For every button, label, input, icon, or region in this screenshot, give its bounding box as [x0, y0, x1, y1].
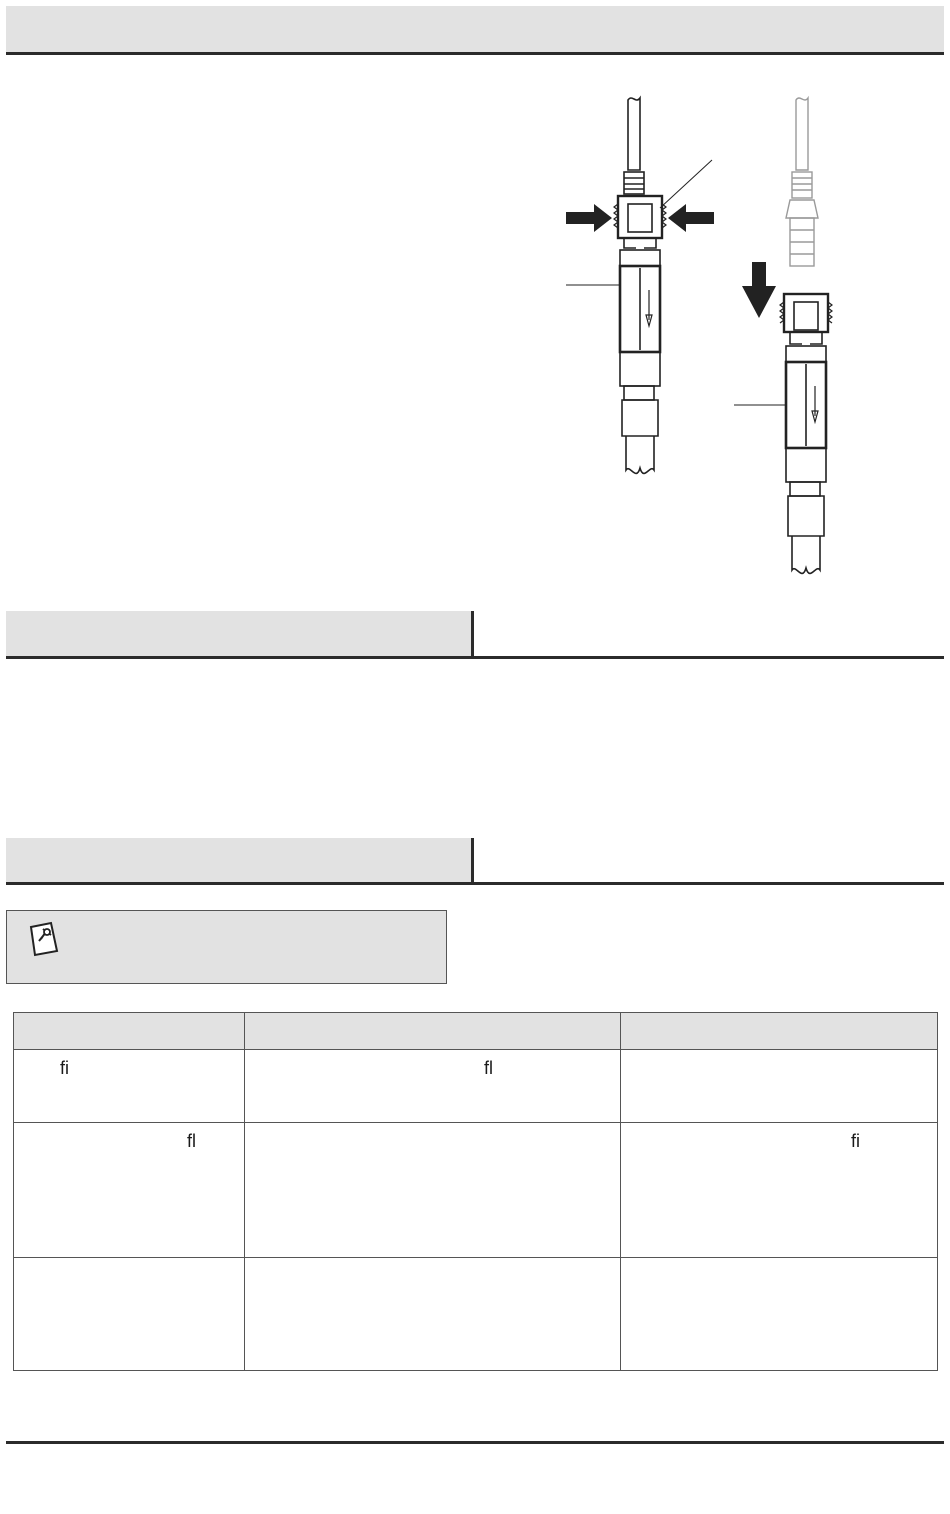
cause-text: fl: [484, 1058, 493, 1078]
section-rule-middle: [6, 656, 944, 659]
section-header-top: [6, 6, 944, 55]
problem-text: fi: [60, 1058, 69, 1078]
cause-cell: [245, 1258, 621, 1371]
left-lower-hose: [622, 400, 658, 436]
note-box: [6, 910, 447, 984]
cause-cell: [245, 1050, 621, 1123]
solution-text: fi: [851, 1131, 860, 1151]
section-rule-troubleshooting: [6, 882, 944, 885]
problem-cell: [14, 1123, 245, 1258]
column-header-solution: [621, 1013, 938, 1050]
section-header-troubleshooting: [6, 838, 474, 885]
table-row: [14, 1123, 938, 1258]
press-arrow-left: [566, 204, 612, 232]
left-ferrule: [624, 172, 644, 194]
right-lower-hose: [788, 496, 824, 536]
table-row: [14, 1258, 938, 1371]
column-header-problem: [14, 1013, 245, 1050]
press-arrow-right: [668, 204, 714, 232]
problem-cell: [14, 1050, 245, 1123]
troubleshooting-table: [13, 1012, 938, 1371]
section-header-middle: [6, 611, 474, 659]
table-row: [14, 1050, 938, 1123]
pull-down-arrow: [742, 262, 776, 318]
solution-cell: [621, 1050, 938, 1123]
hose-connector-illustration: [540, 90, 860, 590]
cause-cell: [245, 1123, 621, 1258]
solution-cell: [621, 1258, 938, 1371]
right-upper-hose-detached: [796, 98, 808, 170]
problem-text: fl: [187, 1131, 196, 1151]
table-header-row: [14, 1013, 938, 1050]
footer-rule: [6, 1441, 944, 1444]
right-release-collar: [784, 294, 828, 332]
left-upper-hose: [628, 98, 640, 170]
problem-cell: [14, 1258, 245, 1371]
column-header-cause: [245, 1013, 621, 1050]
note-pin-icon: [25, 921, 61, 957]
solution-cell: [621, 1123, 938, 1258]
